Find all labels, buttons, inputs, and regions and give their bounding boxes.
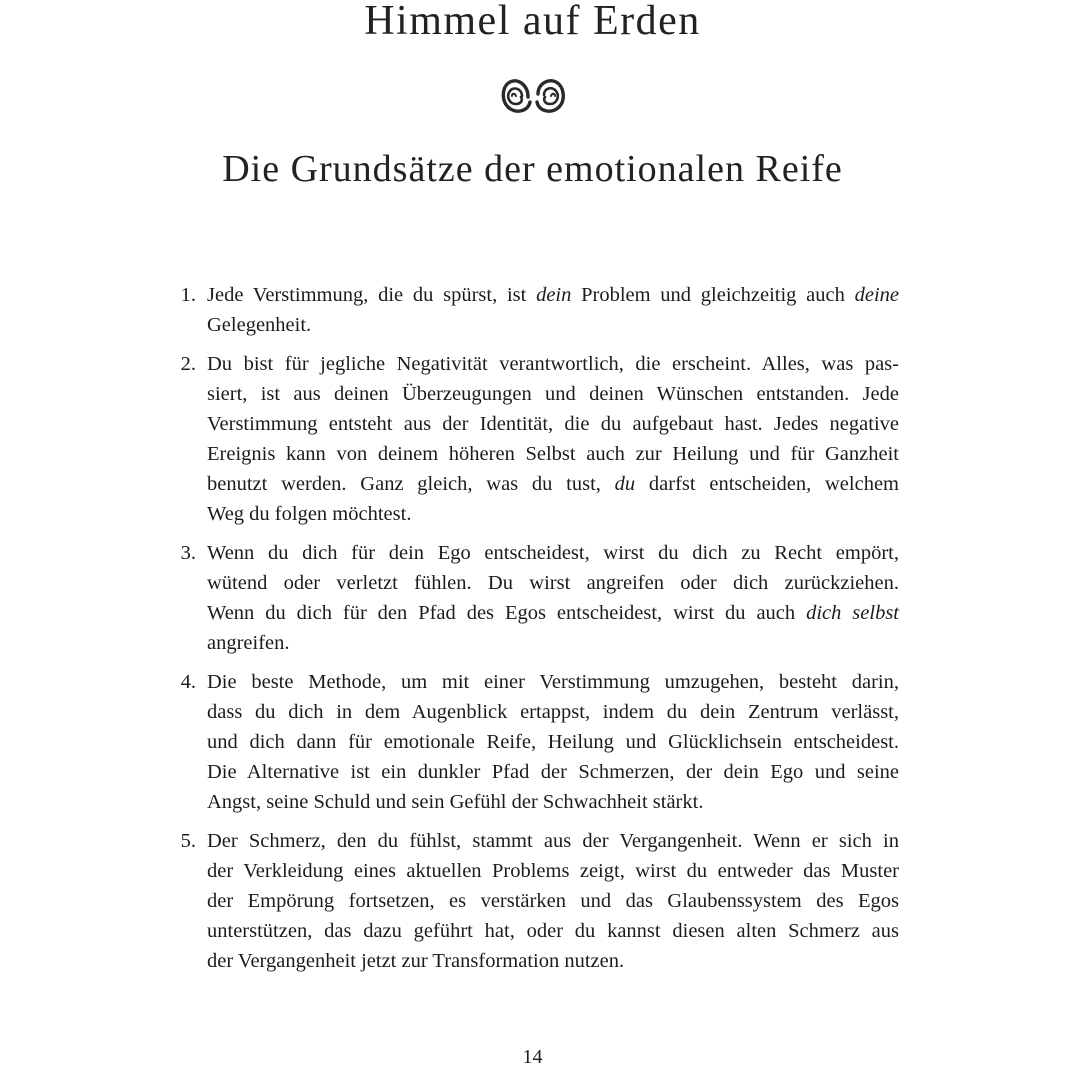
text-run: Der Schmerz, den du fühlst, stammt aus der Vergangenheit. Wenn er sich in [207, 830, 899, 852]
list-item-text-line [207, 469, 899, 499]
list-item-text-line [207, 349, 899, 379]
list-item-number: 2. [180, 353, 196, 375]
text-run: Jede Verstimmung, die du spürst, ist [207, 284, 537, 306]
text-run: Die beste Methode, um mit einer Verstimmung umzugehen, besteht darin, [207, 671, 899, 693]
text-run: Du bist für jegliche Negativität verantwortlich, die erscheint. Alles, was pas- [207, 353, 899, 375]
emphasis-text: du [614, 473, 636, 495]
text-run: Problem und gleichzeitig auch [571, 284, 855, 306]
list-item-text-line [207, 856, 899, 886]
list-item-text-line [207, 598, 899, 628]
text-run: Die Alternative ist ein dunkler Pfad der Schmerzen, der dein Ego und seine [207, 761, 899, 783]
list-item-text-line [207, 499, 411, 529]
emphasis-text: deine [854, 284, 899, 306]
list-item-text-line [207, 946, 624, 976]
text-run: Weg du folgen möchtest. [207, 503, 412, 525]
list-item-text-line [207, 826, 899, 856]
text-run: unterstützen, das dazu geführt hat, oder du kannst diesen alten Schmerz aus [207, 920, 899, 942]
text-run: Wenn du dich für dein Ego entscheidest, wirst du dich zu Recht empört, [207, 542, 899, 564]
list-item-number: 4. [180, 671, 196, 693]
page-number: 14 [522, 1046, 543, 1068]
list-item-text-line [207, 439, 899, 469]
list-item-text-line [207, 538, 899, 568]
list-item-text-line [207, 379, 899, 409]
text-run: der Verkleidung eines aktuellen Problems zeigt, wirst du entweder das Muster [207, 860, 899, 882]
list-item-text-line [207, 409, 899, 439]
text-run: Ereignis kann von deinem höheren Selbst auch zur Heilung und für Ganzheit [207, 443, 899, 465]
list-item-text-line [207, 667, 899, 697]
list-item-text-line [207, 568, 899, 598]
list-item-text-line [207, 628, 290, 658]
list-item-text-line [207, 310, 311, 340]
text-run: und dich dann für emotionale Reife, Heilung und Glücklichsein entscheidest. [207, 731, 899, 753]
text-run: Gelegenheit. [207, 314, 312, 336]
list-item-number: 3. [180, 542, 196, 564]
emphasis-text: dein [536, 284, 572, 306]
text-run: Angst, seine Schuld und sein Gefühl der Schwachheit stärkt. [207, 791, 704, 813]
text-run: siert, ist aus deinen Überzeugungen und deinen Wünschen entstanden. Jede [207, 383, 899, 405]
list-item-number: 5. [180, 830, 196, 852]
text-run: wütend oder verletzt fühlen. Du wirst angreifen oder dich zurückziehen. [207, 572, 899, 594]
list-item-text-line [207, 916, 899, 946]
text-run: benutzt werden. Ganz gleich, was du tust, [207, 473, 615, 495]
list-item-text-line [207, 757, 899, 787]
list-item-text-line [207, 886, 899, 916]
text-run: Wenn du dich für den Pfad des Egos entscheidest, wirst du auch [207, 602, 807, 624]
list-item-number: 1. [180, 284, 196, 306]
list-item-text-line [207, 727, 899, 757]
text-run: angreifen. [207, 632, 290, 654]
emphasis-text: dich selbst [806, 602, 899, 624]
text-run: der Empörung fortsetzen, es verstärken und das Glaubenssystem des Egos [207, 890, 899, 912]
list-item-text-line [207, 280, 899, 310]
list-item-text-line [207, 787, 703, 817]
text-run: der Vergangenheit jetzt zur Transformation nutzen. [207, 950, 625, 972]
text-run: darfst entscheiden, welchem [635, 473, 899, 495]
text-run: Verstimmung entsteht aus der Identität, die du aufgebaut hast. Jedes negative [207, 413, 899, 435]
running-head: Himmel auf Erden [364, 0, 701, 44]
list-item-text-line [207, 697, 899, 727]
chapter-title: Die Grundsätze der emotionalen Reife [222, 148, 843, 190]
text-run: dass du dich in dem Augenblick ertappst, indem du dein Zentrum verlässt, [207, 701, 899, 723]
